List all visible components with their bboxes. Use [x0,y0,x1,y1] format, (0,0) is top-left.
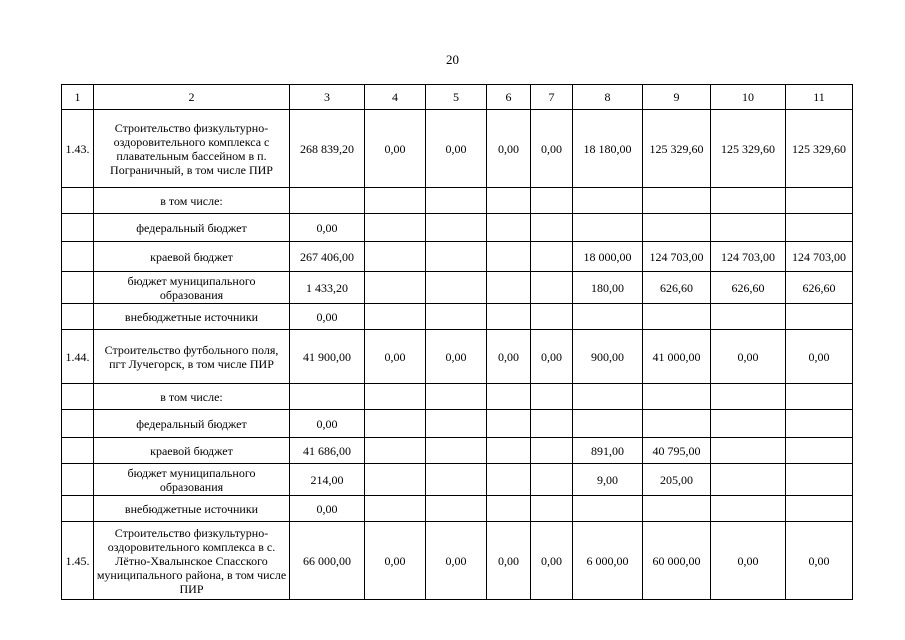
value-cell [365,438,426,464]
value-cell [487,496,531,522]
column-header: 7 [531,85,573,110]
value-cell [711,188,786,214]
value-cell [643,496,711,522]
page-number: 20 [446,52,459,67]
description-cell: Строительство физкультурно-оздоровительного комплекса с плавательным бассейном в п. Пограничный, в том числе ПИР [94,110,290,188]
value-cell: 41 000,00 [643,330,711,384]
value-cell [786,438,853,464]
value-cell: 626,60 [711,272,786,304]
item-number-cell: 1.45. [62,522,94,600]
value-cell: 9,00 [573,464,643,496]
item-number-cell [62,304,94,330]
value-cell: 41 686,00 [290,438,365,464]
value-cell: 0,00 [531,110,573,188]
value-cell: 0,00 [290,214,365,242]
value-cell: 18 180,00 [573,110,643,188]
value-cell [711,464,786,496]
item-number-cell: 1.43. [62,110,94,188]
value-cell [711,496,786,522]
value-cell [711,438,786,464]
description-cell: внебюджетные источники [94,496,290,522]
value-cell: 0,00 [711,522,786,600]
value-cell [290,384,365,410]
value-cell [531,188,573,214]
table-row [62,384,853,410]
value-cell [487,384,531,410]
table-row [62,272,853,304]
table-row [62,522,853,600]
value-cell: 125 329,60 [786,110,853,188]
budget-table [61,84,853,600]
value-cell: 0,00 [290,304,365,330]
value-cell [786,496,853,522]
value-cell: 0,00 [365,522,426,600]
value-cell [711,410,786,438]
value-cell [643,304,711,330]
value-cell: 0,00 [426,110,487,188]
value-cell [531,242,573,272]
value-cell [426,496,487,522]
column-header: 10 [711,85,786,110]
value-cell: 0,00 [426,330,487,384]
value-cell: 0,00 [365,330,426,384]
item-number-cell [62,438,94,464]
value-cell: 205,00 [643,464,711,496]
value-cell [426,214,487,242]
value-cell: 0,00 [365,110,426,188]
value-cell: 0,00 [290,410,365,438]
description-cell: внебюджетные источники [94,304,290,330]
value-cell [487,214,531,242]
value-cell [573,384,643,410]
value-cell [426,384,487,410]
column-header: 5 [426,85,487,110]
description-cell: федеральный бюджет [94,214,290,242]
value-cell [365,496,426,522]
value-cell: 626,60 [786,272,853,304]
description-cell: федеральный бюджет [94,410,290,438]
value-cell [487,438,531,464]
value-cell [711,384,786,410]
value-cell [426,410,487,438]
description-cell: краевой бюджет [94,438,290,464]
value-cell [487,242,531,272]
value-cell [426,438,487,464]
description-cell: бюджет муниципального образования [94,272,290,304]
value-cell: 18 000,00 [573,242,643,272]
item-number-cell [62,242,94,272]
table-row [62,110,853,188]
value-cell: 0,00 [487,522,531,600]
table-row [62,188,853,214]
table-row [62,242,853,272]
column-header: 4 [365,85,426,110]
value-cell: 40 795,00 [643,438,711,464]
value-cell: 626,60 [643,272,711,304]
value-cell [426,304,487,330]
item-number-cell: 1.44. [62,330,94,384]
description-cell: в том числе: [94,384,290,410]
column-header: 6 [487,85,531,110]
value-cell: 124 703,00 [711,242,786,272]
table-row [62,304,853,330]
column-header: 8 [573,85,643,110]
value-cell [573,304,643,330]
value-cell [531,438,573,464]
description-cell: Строительство футбольного поля, пгт Лучегорск, в том числе ПИР [94,330,290,384]
table-body [62,85,853,600]
table-row [62,330,853,384]
value-cell: 891,00 [573,438,643,464]
value-cell [426,272,487,304]
column-header: 11 [786,85,853,110]
value-cell [365,304,426,330]
value-cell: 900,00 [573,330,643,384]
value-cell: 0,00 [531,522,573,600]
value-cell [426,188,487,214]
value-cell [290,188,365,214]
value-cell: 268 839,20 [290,110,365,188]
value-cell: 66 000,00 [290,522,365,600]
item-number-cell [62,188,94,214]
value-cell: 0,00 [531,330,573,384]
item-number-cell [62,214,94,242]
value-cell [531,214,573,242]
value-cell [531,384,573,410]
value-cell [487,304,531,330]
value-cell [426,464,487,496]
description-cell: бюджет муниципального образования [94,464,290,496]
value-cell [786,188,853,214]
value-cell [573,496,643,522]
value-cell: 0,00 [786,522,853,600]
value-cell: 0,00 [487,330,531,384]
value-cell [365,242,426,272]
table-row [62,410,853,438]
value-cell [643,188,711,214]
value-cell: 0,00 [487,110,531,188]
value-cell [786,464,853,496]
value-cell: 0,00 [426,522,487,600]
value-cell [643,214,711,242]
value-cell: 0,00 [711,330,786,384]
value-cell [365,214,426,242]
value-cell [573,214,643,242]
value-cell: 125 329,60 [711,110,786,188]
value-cell [365,410,426,438]
value-cell [643,384,711,410]
value-cell: 214,00 [290,464,365,496]
description-cell: Строительство физкультурно-оздоровительного комплекса в с. Лётно-Хвалынское Спасского муниципального района, в том числе ПИР [94,522,290,600]
column-header: 1 [62,85,94,110]
table-row [62,438,853,464]
value-cell [531,272,573,304]
item-number-cell [62,384,94,410]
value-cell [786,384,853,410]
column-header: 3 [290,85,365,110]
column-header: 2 [94,85,290,110]
value-cell [365,272,426,304]
value-cell [711,214,786,242]
value-cell: 41 900,00 [290,330,365,384]
value-cell [573,410,643,438]
value-cell [365,188,426,214]
value-cell: 6 000,00 [573,522,643,600]
value-cell [786,214,853,242]
value-cell [365,384,426,410]
value-cell: 0,00 [290,496,365,522]
value-cell [531,304,573,330]
item-number-cell [62,272,94,304]
value-cell [531,464,573,496]
value-cell: 267 406,00 [290,242,365,272]
header-row [62,85,853,110]
table-row [62,214,853,242]
value-cell [365,464,426,496]
value-cell: 125 329,60 [643,110,711,188]
table-row [62,464,853,496]
value-cell: 0,00 [786,330,853,384]
item-number-cell [62,410,94,438]
value-cell [711,304,786,330]
description-cell: краевой бюджет [94,242,290,272]
value-cell [487,464,531,496]
column-header: 9 [643,85,711,110]
value-cell [487,410,531,438]
value-cell [573,188,643,214]
table-row [62,496,853,522]
value-cell: 124 703,00 [643,242,711,272]
item-number-cell [62,496,94,522]
value-cell [487,272,531,304]
value-cell: 180,00 [573,272,643,304]
item-number-cell [62,464,94,496]
value-cell [643,410,711,438]
description-cell: в том числе: [94,188,290,214]
value-cell: 60 000,00 [643,522,711,600]
value-cell [426,242,487,272]
value-cell [786,304,853,330]
value-cell [531,496,573,522]
value-cell [531,410,573,438]
value-cell: 1 433,20 [290,272,365,304]
value-cell [786,410,853,438]
value-cell: 124 703,00 [786,242,853,272]
value-cell [487,188,531,214]
